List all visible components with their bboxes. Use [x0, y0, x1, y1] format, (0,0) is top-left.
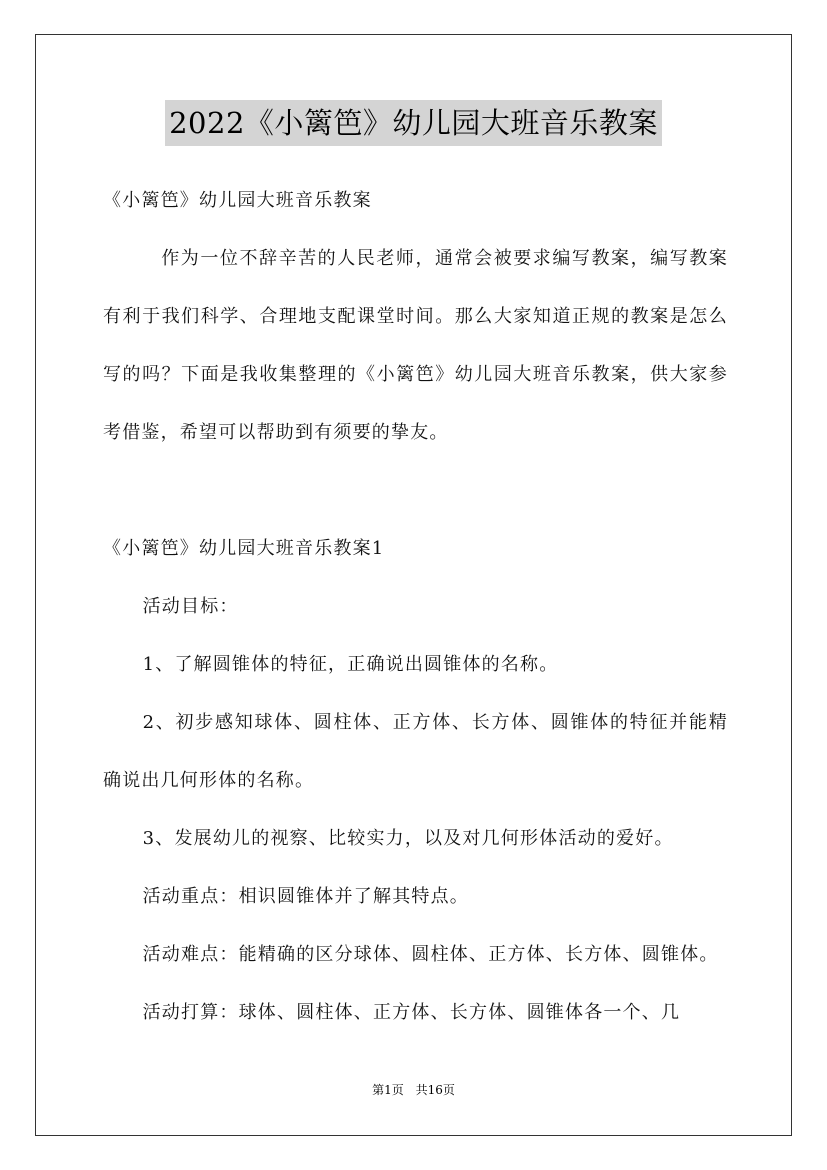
page-footer	[0, 1082, 827, 1098]
paragraph: 活动难点：能精确的区分球体、圆柱体、正方体、长方体、圆锥体。	[142, 944, 719, 965]
document-body	[103, 172, 728, 1042]
paragraph: 活动打算：球体、圆柱体、正方体、长方体、圆锥体各一个、几	[142, 1002, 681, 1023]
paragraph: 活动重点：相识圆锥体并了解其特点。	[142, 886, 469, 907]
paragraph: 3、发展幼儿的视察、比较实力，以及对几何形体活动的爱好。	[142, 828, 674, 849]
document-title: 2022《小篱笆》幼儿园大班音乐教案	[165, 100, 662, 146]
subtitle: 《小篱笆》幼儿园大班音乐教案	[103, 190, 372, 211]
paragraph: 活动目标：	[142, 596, 239, 617]
spacer	[103, 462, 728, 520]
page-number: 第1页	[372, 1083, 404, 1097]
title-block	[0, 100, 827, 146]
paragraph: 1、了解圆锥体的特征，正确说出圆锥体的名称。	[142, 654, 559, 675]
page-total: 共16页	[415, 1083, 455, 1097]
paragraph: 2、初步感知球体、圆柱体、正方体、长方体、圆锥体的特征并能精确说出几何形体的名称。	[103, 712, 728, 791]
intro-paragraph: 作为一位不辞辛苦的人民老师，通常会被要求编写教案，编写教案有利于我们科学、合理地支配课堂时间。那么大家知道正规的教案是怎么写的吗？下面是我收集整理的《小篱笆》幼儿园大班音乐教案，供大家参考借鉴，希望可以帮助到有须要的挚友。	[103, 248, 729, 443]
section-heading: 《小篱笆》幼儿园大班音乐教案1	[103, 538, 385, 559]
